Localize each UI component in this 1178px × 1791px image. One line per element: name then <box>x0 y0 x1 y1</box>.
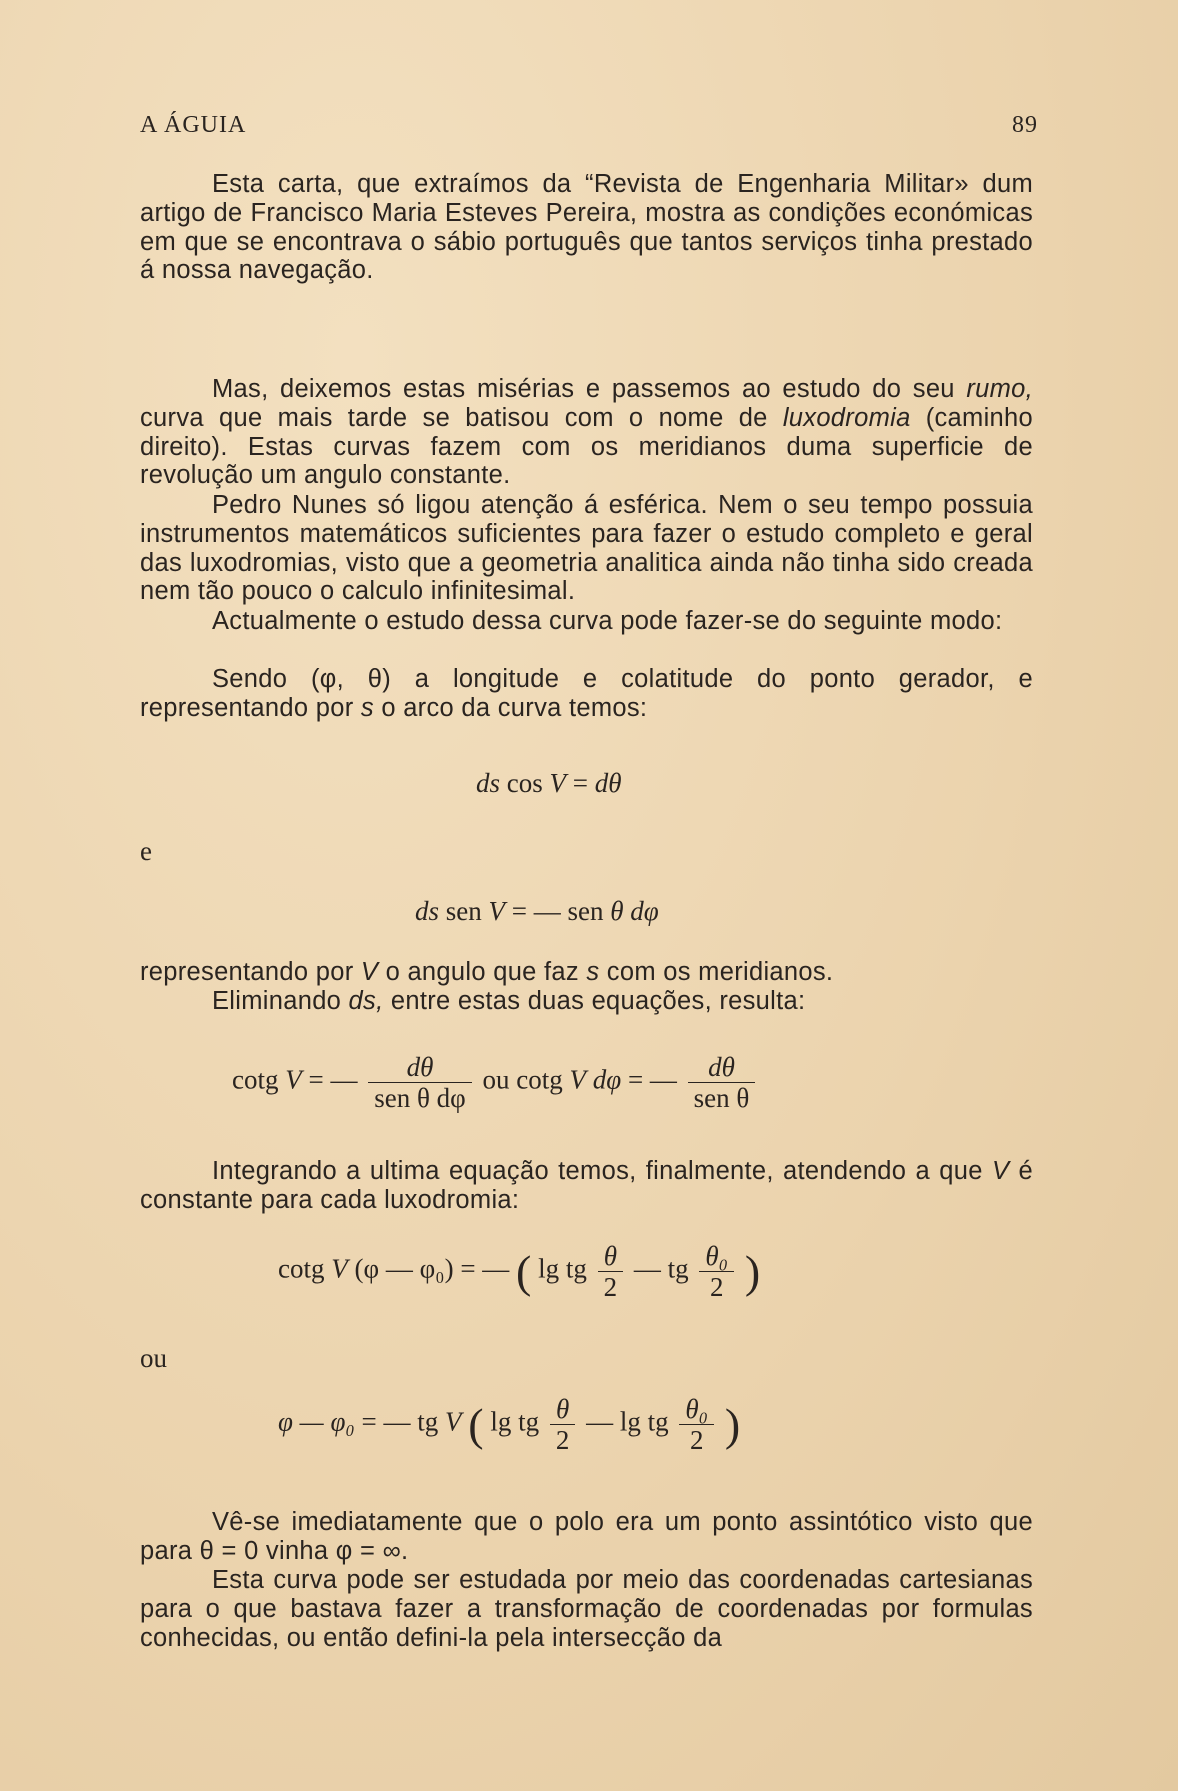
equation-5: φ — φ₀ = — tg V ( lg tg $\frac{\theta}{2}$ — lg tg $\frac{\text{θ₀}}{2}$ ) <box>278 1394 741 1455</box>
paragraph-10: Esta curva pode ser estudada por meio das coordenadas cartesianas para o que bastava fazer a transformação de coordenadas por formulas conhecidas, ou então defini-la pela intersecção da <box>140 1566 1033 1652</box>
paragraph-1: Esta carta, que extraímos da “Revista de Engenharia Militar» dum artigo de Francisco Maria Esteves Pereira, mostra as condições económicas em que se encontrava o sábio português que tantos serviços tinha prestado á nossa navegação. <box>140 170 1033 285</box>
paragraph-2: Mas, deixemos estas misérias e passemos ao estudo do seu rumo, curva que mais tarde se batisou com o nome de luxodromia (caminho direito). Estas curvas fazem com os meridianos duma superficie de revolução um angulo constante. <box>140 375 1033 490</box>
equation-2: ds sen V = — sen θ dφ <box>415 896 659 926</box>
term-rumo: rumo, <box>966 375 1033 403</box>
paragraph-3: Pedro Nunes só ligou atenção á esférica. Nem o seu tempo possuia instrumentos matemáticos suficientes para fazer o estudo completo e geral das luxodromias, visto que a geometria analitica ainda não tinha sido creada nem tão pouco o calculo infinitesimal. <box>140 491 1033 606</box>
equation-4: cotg V (φ — φ₀) = — ( lg tg $\frac{\theta}{2}$ — tg $\frac{\text{θ₀}}{2}$ ) <box>278 1241 761 1302</box>
paragraph-6: representando por V o angulo que faz s com os meridianos. <box>140 958 834 986</box>
fraction-1: $\frac{d\theta}{\text{sen θ dφ}}$ <box>368 1052 472 1113</box>
paragraph-9: Vê-se imediatamente que o polo era um ponto assintótico visto que para θ = 0 vinha φ = ∞. <box>140 1508 1033 1565</box>
paragraph-7: Eliminando ds, entre estas duas equações, resulta: <box>212 987 806 1015</box>
paragraph-5: Sendo (φ, θ) a longitude e colatitude do ponto gerador, e representando por s o arco da curva temos: <box>140 665 1033 722</box>
term-luxodromia: luxodromia <box>782 403 911 432</box>
journal-title: A ÁGUIA <box>140 112 247 138</box>
equation-1: ds cos V = dθ <box>476 768 622 798</box>
paragraph-8: Integrando a ultima equação temos, finalmente, atendendo a que V é constante para cada luxodromia: <box>140 1157 1033 1214</box>
connector-e: e <box>140 836 152 866</box>
connector-ou: ou <box>140 1343 167 1373</box>
equation-3: cotg V = — $\frac{d\theta}{\text{sen θ dφ}}$ ou cotg V dφ = — $\frac{d\theta}{\text{sen θ}}$ <box>232 1052 759 1113</box>
paragraph-4: Actualmente o estudo dessa curva pode fazer-se do seguinte modo: <box>212 607 1003 635</box>
fraction-2: $\frac{d\theta}{\text{sen θ}}$ <box>688 1052 756 1113</box>
page-number: 89 <box>1012 112 1038 138</box>
